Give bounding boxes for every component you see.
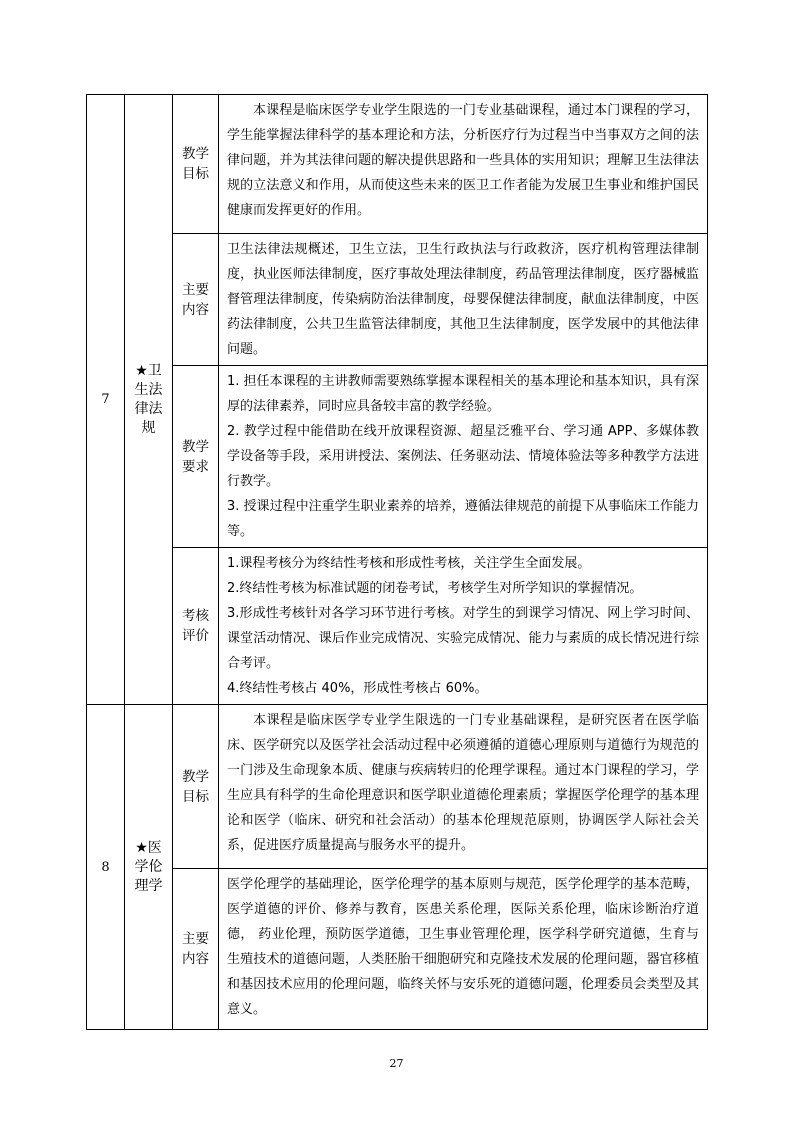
table-row [87, 366, 708, 548]
course-number: 8 [87, 705, 125, 1030]
table-row [87, 869, 708, 1030]
section-paragraph: 4.终结性考核占 40%，形成性考核占 60%。 [227, 681, 488, 696]
section-paragraph: 本课程是临床医学专业学生限选的一门专业基础课程，通过本门课程的学习，学生能掌握法律科学的基本理论和方法，分析医疗行为过程当中当事双方之间的法律问题，并为其法律问题的解决提供思路和一些具体的实用知识；理解卫生法律法规的立法意义和作用，从而使这些未来的医卫工作者能为发展卫生事业和维护国民健康而发挥更好的作用。 [227, 103, 699, 218]
page-number: 27 [389, 1057, 404, 1070]
section-paragraph: 3. 授课过程中注重学生职业素养的培养，遵循法律规范的前提下从事临床工作能力等。 [227, 499, 699, 539]
section-paragraph: 卫生法律法规概述，卫生立法，卫生行政执法与行政救济，医疗机构管理法律制度，执业医师法律制度，医疗事故处理法律制度，药品管理法律制度，医疗器械监督管理法律制度，传染病防治法律制度，母婴保健法律制度，献血法律制度，中医药法律制度，公共卫生监管法律制度，其他卫生法律制度，医学发展中的其他法律问题。 [227, 242, 699, 357]
section-content [219, 705, 708, 869]
table-row [87, 548, 708, 705]
section-label: 教学目标 [173, 95, 219, 234]
section-paragraph: 2.终结性考核为标准试题的闭卷考试，考核学生对所学知识的掌握情况。 [227, 581, 643, 596]
section-content [219, 548, 708, 705]
course-number: 7 [87, 95, 125, 705]
section-label: 主要内容 [173, 234, 219, 366]
section-content [219, 869, 708, 1030]
section-paragraph: 3.形成性考核针对各学习环节进行考核。对学生的到课学习情况、网上学习时间、课堂活动情况、课后作业完成情况、实验完成情况、能力与素质的成长情况进行综合考评。 [227, 606, 699, 671]
section-content [219, 95, 708, 234]
section-label: 考核评价 [173, 548, 219, 705]
table-row [87, 95, 708, 234]
section-label: 主要内容 [173, 869, 219, 1030]
section-paragraph: 1.课程考核分为终结性考核和形成性考核，关注学生全面发展。 [227, 556, 591, 571]
course-name: ★卫生法律法规 [125, 95, 173, 705]
section-paragraph: 医学伦理学的基础理论，医学伦理学的基本原则与规范，医学伦理学的基本范畴，医学道德的评价、修养与教育，医患关系伦理，医际关系伦理，临床诊断治疗道德， 药业伦理，预防医学道德，卫生事业管理伦理，医学科学研究道德，生育与生殖技术的道德问题，人类胚胎干细胞研究和克隆技术发展的伦理问题，器官移植和基因技术应用的伦理问题，临终关怀与安乐死的道德问题，伦理委员会类型及其意义。 [227, 877, 699, 1017]
course-table [86, 94, 708, 1030]
section-content [219, 366, 708, 548]
table-row [87, 705, 708, 869]
section-paragraph: 1. 担任本课程的主讲教师需要熟练掌握本课程相关的基本理论和基本知识，具有深厚的法律素养，同时应具备较丰富的教学经验。 [227, 374, 699, 414]
section-paragraph: 本课程是临床医学专业学生限选的一门专业基础课程，是研究医者在医学临床、医学研究以及医学社会活动过程中必须遵循的道德心理原则与道德行为规范的一门涉及生命现象本质、健康与疾病转归的伦理学课程。通过本门课程的学习，学生应具有科学的生命伦理意识和医学职业道德伦理素质；掌握医学伦理学的基本理论和医学（临床、研究和社会活动）的基本伦理规范原则，协调医学人际社会关系，促进医疗质量提高与服务水平的提升。 [227, 713, 699, 853]
section-content [219, 234, 708, 366]
section-label: 教学要求 [173, 366, 219, 548]
course-name: ★医学伦理学 [125, 705, 173, 1030]
table-row [87, 234, 708, 366]
section-paragraph: 2. 教学过程中能借助在线开放课程资源、超星泛雅平台、学习通 APP、多媒体教学设备等手段，采用讲授法、案例法、任务驱动法、情境体验法等多种教学方法进行教学。 [227, 424, 699, 489]
section-label: 教学目标 [173, 705, 219, 869]
